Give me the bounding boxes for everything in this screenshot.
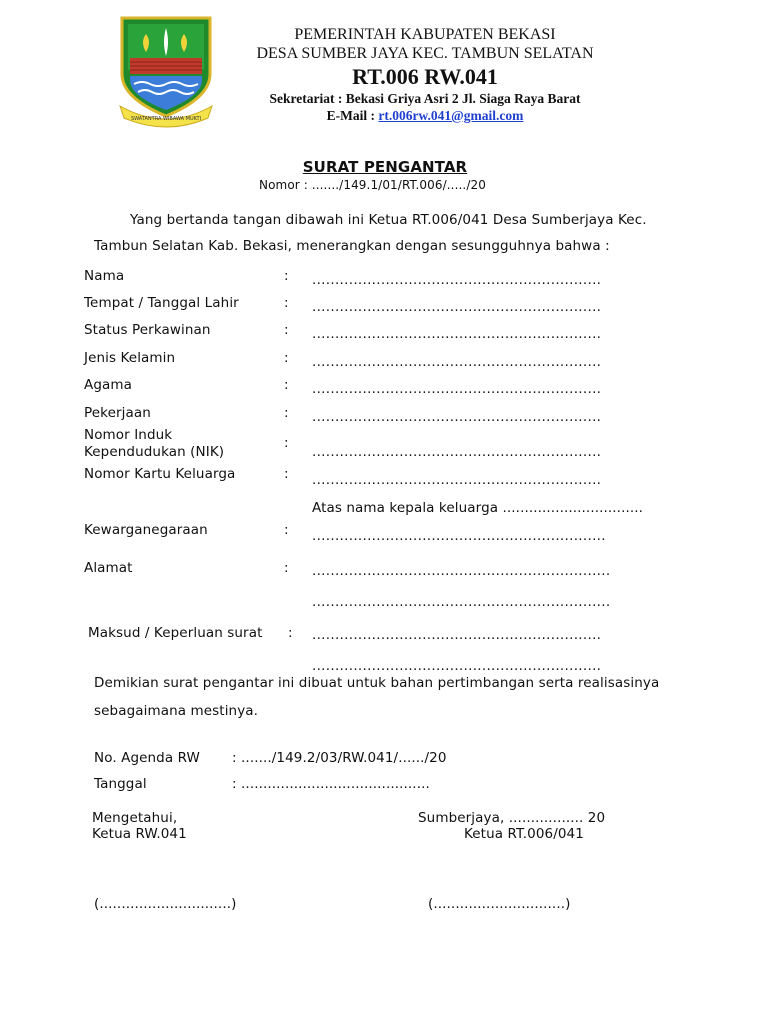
dots-jk: ...............................................................: [312, 354, 602, 370]
colon-ttl: :: [284, 295, 289, 311]
colon-agama: :: [284, 377, 289, 393]
sign-left-blank: (..............................): [94, 896, 237, 912]
label-ttl: Tempat / Tanggal Lahir: [84, 295, 239, 311]
dots-alamat-2: .................................................................: [312, 594, 611, 610]
colon-nama: :: [284, 268, 289, 284]
email-label: E-Mail :: [326, 108, 379, 123]
colon-status: :: [284, 322, 289, 338]
header-address: Sekretariat : Bekasi Griya Asri 2 Jl. Siaga Raya Barat: [269, 91, 581, 106]
letter-title: SURAT PENGANTAR: [302, 158, 468, 176]
colon-jk: :: [284, 350, 289, 366]
header-email-line: [250, 108, 600, 124]
label-tanggal: Tanggal: [94, 776, 147, 792]
letter-number: Nomor : ......./149.1/01/RT.006/...../20: [259, 178, 486, 192]
label-alamat: Alamat: [84, 560, 133, 576]
dots-kewarganegaraan: ................................................................: [312, 528, 606, 544]
closing-line1: Demikian surat pengantar ini dibuat untuk bahan pertimbangan serta realisasinya: [94, 675, 660, 691]
intro-line1: Yang bertanda tangan dibawah ini Ketua RT.006/041 Desa Sumberjaya Kec.: [130, 212, 647, 228]
dots-nama: ...............................................................: [312, 272, 602, 288]
svg-text:SWATANTRA WIBAWA MUKTI: SWATANTRA WIBAWA MUKTI: [130, 116, 202, 122]
dots-nik: ...............................................................: [312, 444, 602, 460]
bekasi-regency-logo: [118, 14, 214, 132]
dots-kk: ...............................................................: [312, 472, 602, 488]
label-maksud: Maksud / Keperluan surat: [88, 625, 263, 641]
value-agenda: : ......./149.2/03/RW.041/....../20: [232, 750, 447, 766]
label-nik-1: Nomor Induk: [84, 427, 173, 443]
sign-left-line1: Mengetahui,: [92, 810, 178, 826]
closing-line2: sebagaimana mestinya.: [94, 703, 259, 719]
label-pekerjaan: Pekerjaan: [84, 405, 151, 421]
label-nik-2: Kependudukan (NIK): [84, 444, 225, 460]
dots-maksud-1: ...............................................................: [312, 627, 602, 643]
label-kk: Nomor Kartu Keluarga: [84, 466, 236, 482]
sign-right-blank: (..............................): [428, 896, 571, 912]
label-agenda: No. Agenda RW: [94, 750, 200, 766]
label-kewarganegaraan: Kewarganegaraan: [84, 522, 208, 538]
colon-alamat: :: [284, 560, 289, 576]
intro-line2: Tambun Selatan Kab. Bekasi, menerangkan dengan sesungguhnya bahwa :: [94, 238, 610, 254]
header-line2: DESA SUMBER JAYA KEC. TAMBUN SELATAN: [256, 45, 594, 62]
kk-atas-nama: Atas nama kepala keluarga ................................: [312, 500, 644, 516]
label-nama: Nama: [84, 268, 125, 284]
label-agama: Agama: [84, 377, 133, 393]
dots-agama: ...............................................................: [312, 381, 602, 397]
colon-kewarganegaraan: :: [284, 522, 289, 538]
dots-pekerjaan: ...............................................................: [312, 409, 602, 425]
sign-right-line1: Sumberjaya, ................. 20: [418, 810, 606, 826]
sign-left-line2: Ketua RW.041: [92, 826, 187, 842]
dots-maksud-2: ...............................................................: [312, 658, 602, 674]
value-tanggal: : ...........................................: [232, 776, 430, 792]
dots-alamat-1: .................................................................: [312, 563, 611, 579]
label-jk: Jenis Kelamin: [84, 350, 176, 366]
email-link[interactable]: rt.006rw.041@gmail.com: [378, 108, 524, 123]
colon-pekerjaan: :: [284, 405, 289, 421]
colon-kk: :: [284, 466, 289, 482]
dots-status: ...............................................................: [312, 326, 602, 342]
colon-nik: :: [284, 435, 289, 451]
sign-right-line2: Ketua RT.006/041: [464, 826, 584, 842]
header-line1: PEMERINTAH KABUPATEN BEKASI: [294, 26, 556, 43]
label-status: Status Perkawinan: [84, 322, 211, 338]
dots-ttl: ...............................................................: [312, 299, 602, 315]
header-line3: RT.006 RW.041: [352, 64, 498, 89]
colon-maksud: :: [288, 625, 293, 641]
